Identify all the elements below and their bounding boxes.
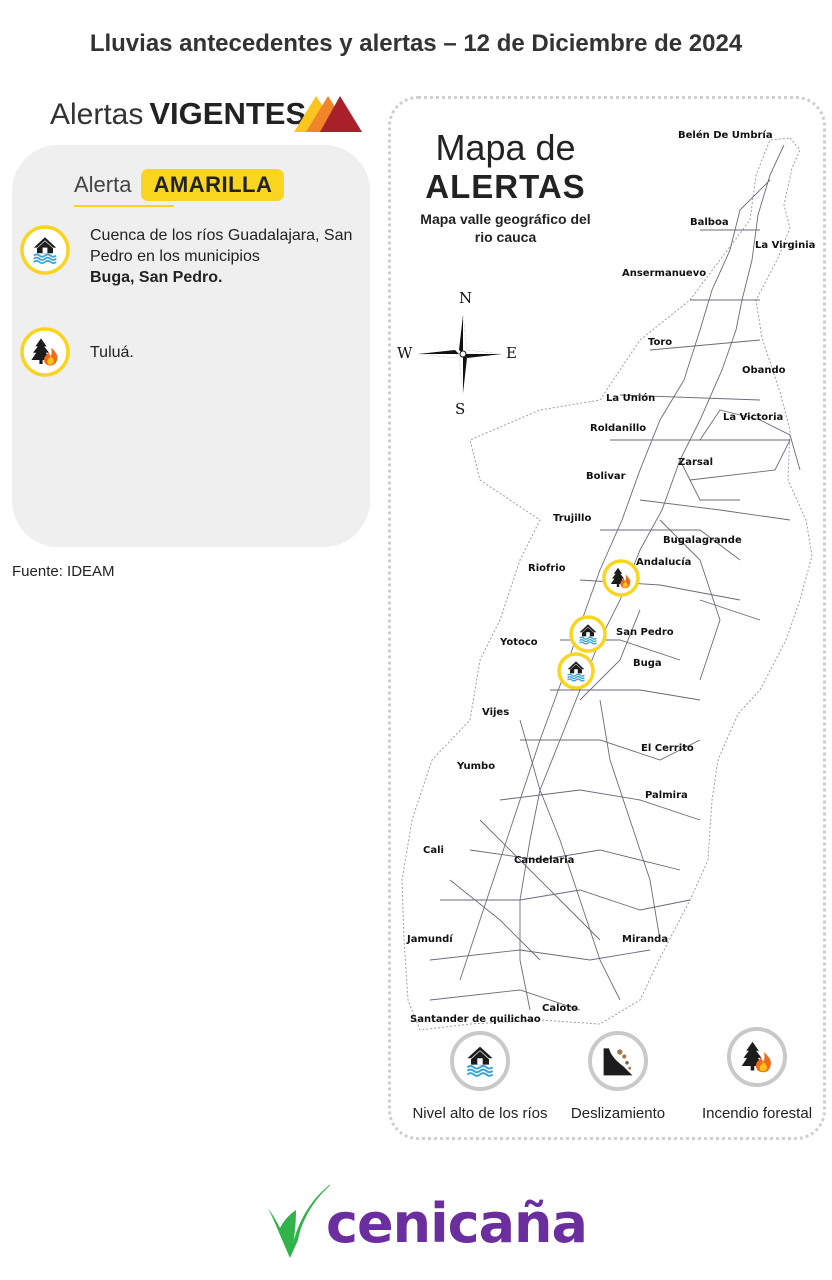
muni-label: El Cerrito (641, 743, 694, 754)
alert-entry-bold: Buga, San Pedro. (90, 269, 223, 286)
muni-label: Toro (648, 337, 673, 348)
compass-n: N (459, 289, 473, 307)
compass-s: S (455, 400, 466, 418)
page-title: Lluvias antecedentes y alertas – 12 de Diciembre de 2024 (89, 30, 743, 57)
muni-label: Cali (423, 845, 444, 856)
muni-label: Riofrio (528, 563, 566, 574)
landslide-icon (587, 1030, 649, 1092)
map-title-line1: Mapa de (435, 127, 576, 168)
muni-label: Roldanillo (590, 423, 647, 434)
muni-label: Trujillo (553, 513, 592, 524)
heading-word: Alertas (50, 98, 144, 131)
forest-fire-icon (726, 1026, 788, 1088)
map-marker-buga[interactable] (559, 654, 593, 688)
alert-level-badge: AMARILLA (141, 169, 284, 201)
muni-label: Yotoco (500, 637, 538, 648)
legend-flood (410, 1030, 550, 1124)
muni-label: Yumbo (457, 761, 496, 772)
muni-label: Belén De Umbría (678, 130, 773, 141)
muni-label: Balboa (690, 217, 729, 228)
river-flood-icon (449, 1030, 511, 1092)
muni-label: Andalucía (636, 557, 692, 568)
muni-label: Miranda (622, 934, 669, 945)
legend-label: Incendio forestal (701, 1105, 813, 1122)
alert-entry-plain: Cuenca de los ríos Guadalajara, San Pedro en los municipios (90, 227, 353, 265)
muni-label: La Virginia (755, 240, 816, 251)
map-marker-andalucia[interactable] (604, 561, 638, 595)
map-marker-san-pedro[interactable] (571, 617, 605, 651)
muni-label: Caloto (542, 1003, 579, 1014)
legend-label: Nivel alto de los ríos (412, 1105, 548, 1122)
cenicana-leaf-icon (260, 1170, 330, 1262)
muni-label: Ansermanuevo (622, 268, 707, 279)
compass-w: W (397, 344, 413, 362)
compass-rose (397, 289, 517, 418)
muni-label: Jamundí (407, 934, 453, 945)
heading-strong: VIGENTES (149, 96, 307, 131)
muni-label: La Unión (606, 393, 656, 404)
source-note: Fuente: IDEAM (12, 563, 115, 580)
map-subtitle: Mapa valle geográfico del rio cauca (420, 211, 591, 245)
muni-label: Palmira (645, 790, 688, 801)
legend-label: Deslizamiento (570, 1105, 666, 1122)
alert-label: Alerta (74, 172, 132, 197)
muni-label: San Pedro (616, 627, 674, 638)
legend-landslide (548, 1030, 688, 1124)
muni-label: Buga (633, 658, 662, 669)
legend-fire (700, 1026, 814, 1124)
alert-entry-text: Tuluá. (90, 344, 134, 361)
map-title (418, 128, 593, 246)
muni-label: Obando (742, 365, 786, 376)
map-title-line2: ALERTAS (425, 168, 586, 205)
muni-label: Bolivar (586, 471, 626, 482)
cenicana-logo-text: cenicaña (326, 1192, 587, 1255)
muni-label: Zarsal (678, 457, 714, 468)
muni-label: Bugalagrande (663, 535, 742, 546)
muni-label: Vijes (482, 707, 510, 718)
compass-e: E (506, 344, 517, 362)
muni-label: Candelaria (514, 855, 575, 866)
muni-label: Santander de quilichao (410, 1014, 541, 1025)
muni-label: La Victoria (723, 412, 784, 423)
